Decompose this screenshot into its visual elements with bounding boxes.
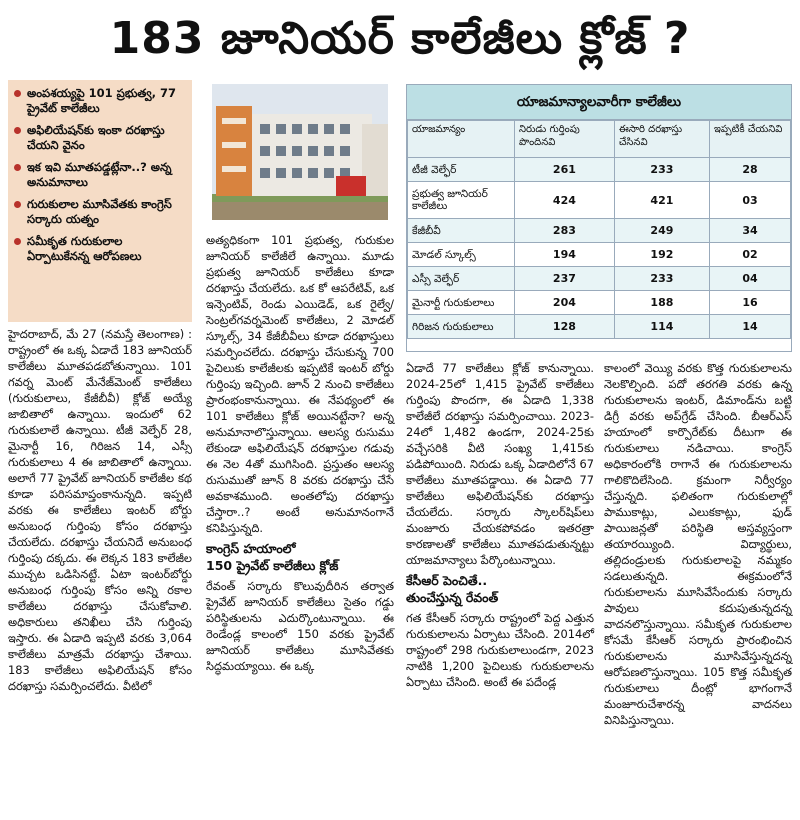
highlight-text: అఫిలియేషన్‌కు ఇంకా దరఖాస్తు చేయని వైనం bbox=[27, 123, 165, 152]
bullet-icon bbox=[14, 201, 21, 208]
table-cell: 261 bbox=[515, 158, 615, 182]
table-header: ఈసారి దరఖాస్తు చేసినవి bbox=[614, 121, 709, 158]
article-paragraph: కాలంలో వెయ్యి వరకు కొత్త గురుకులాలను నెలకొల్పింది. పదో తరగతి వరకు ఉన్న గురుకులాలను ఇంటర్, డిమాండ్‌ను బట్టి డిగ్రీ వరకు అప్‌గ్రేడ్ చేసింది. బీఆర్‌ఎస్ హయాంలో కార్పొరేట్‌కు దీటుగా ఈ గురుకులాలు నడిచాయి. కాంగ్రెస్ అధికారంలోకి రాగానే ఈ గురుకులాలను గాలికొదిలేసింది. క్రమంగా నిర్వీర్యం చేస్తున్నది. ఫలితంగా గురుకులాల్లో పాముకాట్లు, ఎలుకకాట్లు, ఫుడ్ పాయిజన్లతో పరిస్థితి అస్తవ్యస్తంగా తయారయ్యింది. విద్యార్థులు, తల్లిదండ్రులకు గురుకులాలపై నమ్మకం సడలుతున్నది. ఈక్రమంలోనే గురుకులాలను మూసివేసేందుకు సర్కారు పావులు కదుపుతున్నదన్న వాదనలొస్తున్నాయి. సమీకృత గురుకులాల కోసమే కేసీఆర్ సర్కారు ప్రారంభించిన గురుకులాలను మూసివేస్తున్నదన్న ఆరోపణలొస్తున్నాయి. 105 కొత్త సమీకృత గురుకులాలు దీంట్లో భాగంగానే మంజూరుచేశారన్న వాదనలు వినిపిస్తున్నాయి. bbox=[604, 361, 792, 727]
table-cell: కేజీబీవీ bbox=[408, 219, 515, 243]
headline: 183 జూనియర్ కాలేజీలు క్లోజ్ ? bbox=[109, 13, 691, 64]
table-header: యాజమాన్యం bbox=[408, 121, 515, 158]
college-stats-table-box bbox=[406, 84, 792, 352]
table-cell: మైనార్టీ గురుకులాలు bbox=[408, 291, 515, 315]
table-cell: 16 bbox=[710, 291, 791, 315]
table-cell: 192 bbox=[614, 243, 709, 267]
table-row bbox=[408, 219, 791, 243]
table-cell: 421 bbox=[614, 182, 709, 219]
table-cell: 233 bbox=[614, 267, 709, 291]
table-cell: 03 bbox=[710, 182, 791, 219]
table-cell: 283 bbox=[515, 219, 615, 243]
table-cell: గిరిజన గురుకులాలు bbox=[408, 315, 515, 339]
table-cell: మోడల్ స్కూల్స్ bbox=[408, 243, 515, 267]
table-row bbox=[408, 182, 791, 219]
bullet-icon bbox=[14, 127, 21, 134]
table-cell: ఎస్సీ వెల్ఫేర్ bbox=[408, 267, 515, 291]
subheading-line: తుంచేస్తున్న రేవంత్ bbox=[406, 590, 499, 605]
table-cell: 249 bbox=[614, 219, 709, 243]
table-cell: ప్రభుత్వ జూనియర్ కాలేజీలు bbox=[408, 182, 515, 219]
table-cell: 14 bbox=[710, 315, 791, 339]
table-cell: 233 bbox=[614, 158, 709, 182]
subheading-line: కాంగ్రెస్ హయాంలో bbox=[206, 541, 296, 556]
article-column-2 bbox=[206, 232, 394, 816]
table-cell: టీజీ వెల్ఫేర్ bbox=[408, 158, 515, 182]
bullet-icon bbox=[14, 90, 21, 97]
highlights-box bbox=[8, 80, 192, 322]
table-row bbox=[408, 315, 791, 339]
table-cell: 128 bbox=[515, 315, 615, 339]
subheading bbox=[206, 540, 394, 574]
highlight-item bbox=[14, 197, 186, 227]
highlight-item bbox=[14, 160, 186, 190]
bullet-icon bbox=[14, 164, 21, 171]
table-cell: 237 bbox=[515, 267, 615, 291]
article-paragraph: ఏడాదే 77 కాలేజీలు క్లోజ్ కానున్నాయి. 2024-25లో 1,415 ప్రైవేట్ కాలేజీలు గుర్తింపు పొందగా, ఈ ఏడాది 1,338 కాలేజీలే దరఖాస్తు సమర్పించాయి. 2023-24లో 1,482 ఉండగా, 2024-25కు వచ్చేసరికి వీటి సంఖ్య 1,415కు పడిపోయింది. నిరుడు ఒక్క ఏడాదిలోనే 67 కాలేజీలు మూతపడ్డాయి. ఈ ఏడాది 77 కాలేజీలు అఫిలియేషన్‌కు దరఖాస్తు చేయలేదు. సర్కారు స్కాలర్‌షిప్‌లు మంజూరు చేయకపోవడం ఇతరత్రా కారణాలతో కాలేజీలు మూతపడుతున్నట్టు యాజమాన్యాలు పేర్కొంటున్నాయి. bbox=[406, 361, 594, 567]
article-paragraph: హైదరాబాద్, మే 27 (నమస్తే తెలంగాణ) : రాష్ట్రంలో ఈ ఒక్క ఏడాదే 183 జూనియర్ కాలేజీలు మూతపడబోతున్నాయి. 101 గవర్న మెంట్ మేనేజ్‌మెంట్ కాలేజీలు (గురుకులాలు, కేజీబీవీ) క్లోజ్ అయ్యే జాబితాలో ఉన్నాయి. ఇందులో 62 గురుకులాలే ఉన్నాయి. టీజీ వెల్ఫేర్ 28, మైనార్టీ 16, గిరిజన 14, ఎస్సీ గురుకులాలు 4 ఈ జాబితాలో ఉన్నాయి. అలాగే 77 ప్రైవేట్ జూనియర్ కాలేజీల కథ కూడా పరిసమాప్తంకానున్నది. ఇప్పటి వరకు ఈ కాలేజీలు ఇంటర్ బోర్డు అనుబంధ గుర్తింపు కోసం దరఖాస్తు చేయలేదు. దరఖాస్తు చేయనిదే అనుబంధ గుర్తింపు దక్కదు. ఈ లెక్కన 183 కాలేజీల ముచ్చట ఒడిసినట్టే. ఏటా ఇంటర్‌బోర్డు అనుబంధ గుర్తింపు కోసం అన్ని రకాల కాలేజీలు దరఖాస్తు చేసుకోవాలి. అధికారులు తనిఖీలు చేసి గుర్తింపు ఇస్తారు. ఈ ఏడాది ఇప్పటి వరకు 3,064 కాలేజీలు మాత్రమే దరఖాస్తు చేశాయి. 183 కాలేజీలు అఫిలియేషన్ కోసం దరఖాస్తు సమర్పించలేదు. వీటిలో bbox=[8, 327, 192, 693]
table-cell: 02 bbox=[710, 243, 791, 267]
table-cell: 204 bbox=[515, 291, 615, 315]
highlight-item bbox=[14, 123, 186, 153]
highlight-text: గురుకులాల మూసివేతకు కాంగ్రెస్ సర్కారు యత్నం bbox=[27, 197, 172, 226]
table-cell: 194 bbox=[515, 243, 615, 267]
table-cell: 34 bbox=[710, 219, 791, 243]
subheading-line: కేసీఆర్ పెంచితే.. bbox=[406, 573, 488, 588]
table-cell: 188 bbox=[614, 291, 709, 315]
article-column-1 bbox=[8, 326, 192, 816]
subheading-line: 150 ప్రైవేట్ కాలేజీలు క్లోజ్ bbox=[206, 558, 339, 573]
article-column-4 bbox=[604, 360, 792, 816]
table-header: నిరుడు గుర్తింపు పొందినవి bbox=[515, 121, 615, 158]
table-row bbox=[408, 291, 791, 315]
table-cell: 114 bbox=[614, 315, 709, 339]
article-paragraph: అత్యధికంగా 101 ప్రభుత్వ, గురుకుల జూనియర్ కాలేజీలే ఉన్నాయి. మూడు ప్రభుత్వ జూనియర్ కాలేజీలు కూడా దరఖాస్తు చేయలేదు. ఒక కో ఆపరేటివ్, ఒక ఇన్సెంటివ్, రెండు ఎయిడెడ్, ఒక రైల్వే/సెంట్రల్‌గవర్నమెంట్ కాలేజీలు, 2 మోడల్ స్కూల్స్, 34 కేజీబీవీలు కూడా దరఖాస్తులు సమర్పించలేదు. దరఖాస్తు చేసుకున్న 700 పైచిలుకు కాలేజీలకు ఇప్పటికే ఇంటర్ బోర్డు గుర్తింపు ఇచ్చింది. జూన్ 2 నుంచి కాలేజీలు ప్రారంభంకానున్నాయి. ఈ నేపథ్యంలో ఈ 101 కాలేజీలు క్లోజ్ అయినట్టేనా? అన్న అనుమానాలొస్తున్నాయి. ఆలస్య రుసుము లేకుండా అఫిలియేషన్ దరఖాస్తుల గడువు ఈ నెల 4తో ముగిసింది. ప్రస్తుతం ఆలస్య రుసుముతో జూన్ 8 వరకు దరఖాస్తు చేసే అవకాశముంది. అంతలోపు దరఖాస్తు చేస్తారా..? అంటే అనుమానంగానే కనిపిస్తున్నది. bbox=[206, 233, 394, 535]
subheading bbox=[406, 572, 594, 606]
table-row bbox=[408, 267, 791, 291]
table-cell: 04 bbox=[710, 267, 791, 291]
college-building-photo bbox=[212, 84, 388, 220]
highlight-text: సమీకృత గురుకులాల ఏర్పాటుకేనన్న ఆరోపణలు bbox=[27, 234, 142, 263]
table-row bbox=[408, 243, 791, 267]
highlight-item bbox=[14, 234, 186, 264]
bullet-icon bbox=[14, 238, 21, 245]
table-cell: 28 bbox=[710, 158, 791, 182]
article-paragraph: గత కేసీఆర్ సర్కారు రాష్ట్రంలో పెద్ద ఎత్తున గురుకులాలను ఏర్పాటు చేసింది. 2014లో రాష్ట్రంలో 298 గురుకులాలుండగా, 2023 నాటికి 1,200 పైచిలుకు గురుకులాలను ఏర్పాటు చేసింది. అంటే ఈ పదేండ్ల bbox=[406, 611, 594, 689]
article-paragraph: రేవంత్ సర్కారు కొలువుదీరిన తర్వాత ప్రైవేట్ జూనియర్ కాలేజీలు సైతం గడ్డు పరిస్థితులను ఎదుర్కొంటున్నాయి. ఈ రెండేండ్ల కాలంలో 150 వరకు ప్రైవేట్ జూనియర్ కాలేజీలు మూసివేతకు సిద్ధమయ్యాయి. ఈ ఒక్క bbox=[206, 579, 394, 673]
article-column-3 bbox=[406, 360, 594, 816]
table-header: ఇప్పటికీ చేయనివి bbox=[710, 121, 791, 158]
highlight-text: ఇక ఇవి మూతపడ్డట్లేనా..? అన్న అనుమానాలు bbox=[27, 160, 172, 189]
table-title: యాజమాన్యాలవారీగా కాలేజీలు bbox=[407, 85, 791, 120]
college-stats-table bbox=[407, 120, 791, 339]
table-row bbox=[408, 158, 791, 182]
highlight-text: అంపశయ్యపై 101 ప్రభుత్వ, 77 ప్రైవేట్ కాలేజీలు bbox=[27, 86, 176, 115]
table-cell: 424 bbox=[515, 182, 615, 219]
highlight-item bbox=[14, 86, 186, 116]
